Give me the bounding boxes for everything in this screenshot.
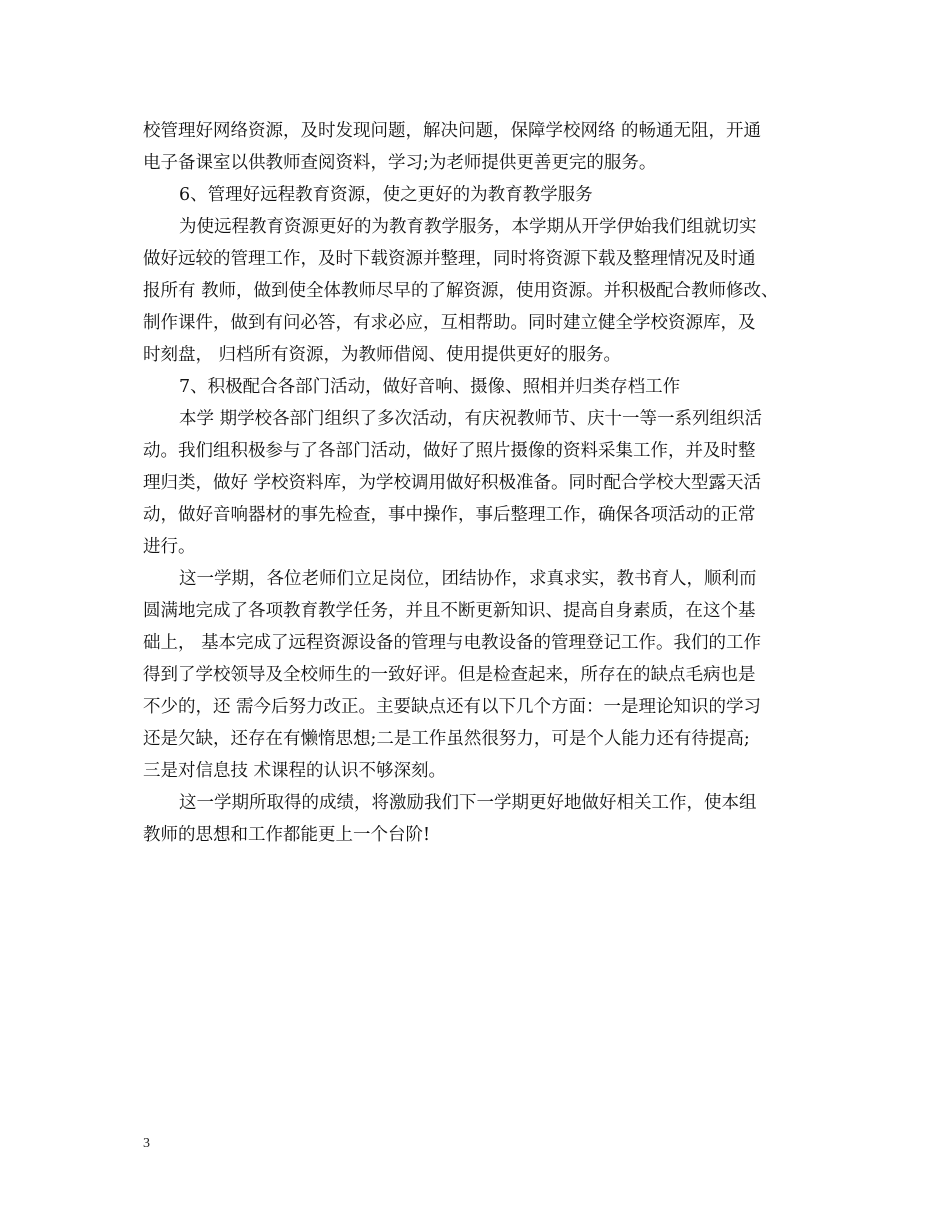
text-line: 报所有 教师，做到使全体教师尽早的了解资源，使用资源。并积极配合教师修改、 [143,281,779,301]
text-line: 这一学期所取得的成绩，将激励我们下一学期更好地做好相关工作，使本组 [179,793,757,813]
text-line: 校管理好网络资源，及时发现问题，解决问题，保障学校网络 的畅通无阻，开通 [143,121,762,141]
text-line: 圆满地完成了各项教育教学任务，并且不断更新知识、提高自身素质，在这个基 [143,601,756,621]
text-line: 本学 期学校各部门组织了多次活动，有庆祝教师节、庆十一等一系列组织活 [179,409,763,429]
text-line: 做好远较的管理工作，及时下载资源并整理，同时将资源下载及整理情况及时通 [143,249,756,269]
page-number: 3 [143,1136,150,1151]
text-line: 动，做好音响器材的事先检查，事中操作，事后整理工作，确保各项活动的正常 [143,505,756,525]
text-line: 础上， 基本完成了远程资源设备的管理与电教设备的管理登记工作。我们的工作 [143,633,762,653]
text-line: 得到了学校领导及全校师生的一致好评。但是检查起来，所存在的缺点毛病也是 [143,665,756,685]
text-line: 教师的思想和工作都能更上一个台阶! [143,825,431,845]
text-line: 动。我们组积极参与了各部门活动，做好了照片摄像的资料采集工作，并及时整 [143,441,756,461]
text-line: 理归类，做好 学校资料库，为学校调用做好积极准备。同时配合学校大型露天活 [143,473,762,493]
text-line: 为使远程教育资源更好的为教育教学服务，本学期从开学伊始我们组就切实 [179,217,757,237]
text-line: 还是欠缺，还存在有懒惰思想;二是工作虽然很努力，可是个人能力还有待提高; [143,729,750,749]
section-heading-7: 7、积极配合各部门活动，做好音响、摄像、照相并归类存档工作 [179,377,681,397]
text-line: 不少的，还 需今后努力改正。主要缺点还有以下几个方面：一是理论知识的学习 [143,697,762,717]
text-line: 时刻盘， 归档所有资源，为教师借阅、使用提供更好的服务。 [143,345,622,365]
text-line: 制作课件，做到有问必答，有求必应，互相帮助。同时建立健全学校资源库，及 [143,313,756,333]
text-line: 这一学期，各位老师们立足岗位，团结协作，求真求实，教书育人，顺利而 [179,569,757,589]
text-line: 进行。 [143,537,196,557]
text-line: 三是对信息技 术课程的认识不够深刻。 [143,761,447,781]
text-line: 电子备课室以供教师查阅资料，学习;为老师提供更善更完的服务。 [143,153,657,173]
section-heading-6: 6、管理好远程教育资源，使之更好的为教育教学服务 [179,185,593,205]
